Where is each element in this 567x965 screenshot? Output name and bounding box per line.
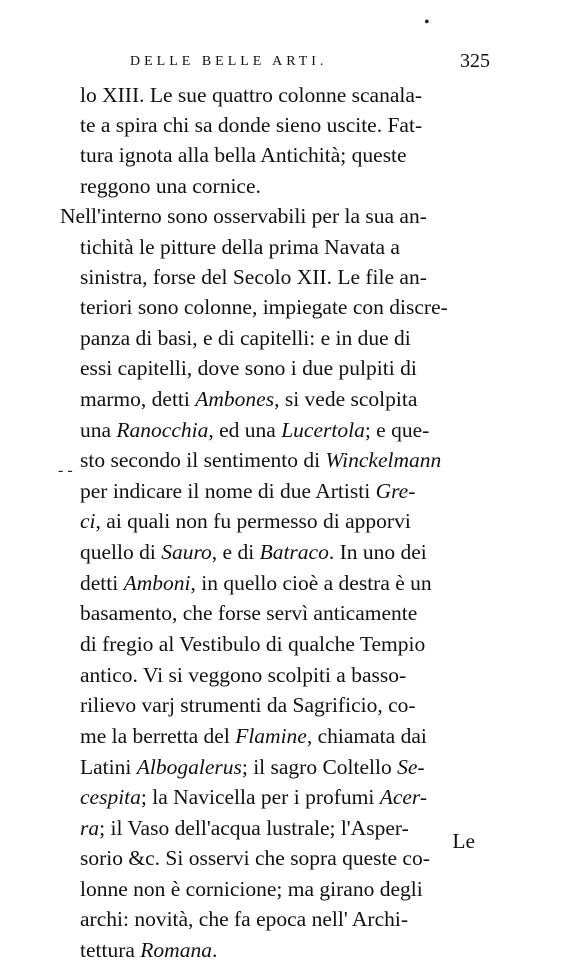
italic-text: Amboni — [123, 571, 191, 595]
text-line — [80, 353, 417, 383]
text-line — [80, 262, 427, 292]
text-run: sto secondo il sentimento di — [80, 448, 326, 472]
text-run: di fregio al Vestibulo di qualche Tempio — [80, 632, 426, 656]
text-run: antico. Vi si veggono scolpiti a basso- — [80, 663, 407, 687]
text-line — [80, 782, 427, 812]
text-line — [80, 660, 406, 690]
italic-text: ci — [80, 509, 96, 533]
margin-mark: - - — [58, 462, 73, 479]
text-run: , chiamata dai — [306, 724, 427, 748]
text-run: ; il Vaso dell'acqua lustrale; l'Asper- — [99, 816, 409, 840]
text-run: basamento, che forse servì anticamente — [80, 601, 418, 625]
italic-text: Romana — [140, 938, 212, 962]
text-run: ; la Navicella per i profumi — [140, 785, 380, 809]
text-line — [80, 537, 427, 567]
italic-text: ra — [80, 816, 100, 840]
text-run: me la berretta del — [80, 724, 236, 748]
text-line — [80, 721, 427, 751]
text-line — [80, 935, 217, 965]
text-line — [60, 201, 427, 231]
text-run: una — [80, 418, 117, 442]
text-line — [80, 813, 409, 843]
text-line — [80, 629, 425, 659]
text-run: detti — [80, 571, 124, 595]
italic-text: Albogalerus — [136, 755, 242, 779]
text-line — [80, 323, 411, 353]
italic-text: Ranocchia — [116, 418, 209, 442]
catchword: Le — [452, 829, 475, 853]
text-line — [80, 110, 422, 140]
text-run: , ed una — [208, 418, 282, 442]
text-line — [80, 752, 425, 782]
text-line — [80, 568, 432, 598]
text-run: . — [211, 938, 218, 962]
text-line — [80, 445, 441, 475]
text-run: , e di — [211, 540, 260, 564]
text-run: ; il sagro Coltello — [241, 755, 398, 779]
text-run: quello di — [80, 540, 162, 564]
text-run: , si vede scolpita — [274, 387, 418, 411]
text-line — [80, 476, 415, 506]
text-run: panza di basi, e di capitelli: e in due di — [80, 326, 411, 350]
text-line — [80, 904, 408, 934]
italic-text: Acer- — [379, 785, 428, 809]
italic-text: Ambones — [195, 387, 275, 411]
text-line — [80, 292, 448, 322]
italic-text: Sauro — [161, 540, 212, 564]
text-run: te a spira chi sa donde sieno uscite. Fat- — [80, 113, 423, 137]
text-run: tettura — [80, 938, 141, 962]
italic-text: Gre- — [375, 479, 416, 503]
italic-text: Winckelmann — [325, 448, 442, 472]
text-run: . In uno dei — [328, 540, 427, 564]
text-run: , ai quali non fu permesso di apporvi — [95, 509, 411, 533]
text-run: Nell'interno sono osservabili per la sua an- — [60, 204, 427, 228]
text-line — [80, 690, 416, 720]
text-line — [80, 384, 417, 414]
text-run: archi: novità, che fa epoca nell' Archi- — [80, 907, 409, 931]
text-line — [80, 171, 261, 201]
text-line — [80, 232, 400, 262]
text-run: tura ignota alla bella Antichità; queste — [80, 143, 407, 167]
text-line — [80, 415, 429, 445]
text-line — [80, 506, 411, 536]
italic-text: Se- — [397, 755, 425, 779]
text-run: , in quello cioè a destra è un — [190, 571, 432, 595]
running-head: DELLE BELLE ARTI. — [130, 54, 328, 69]
text-run: teriori sono colonne, impiegate con discre- — [80, 295, 448, 319]
italic-text: cespita — [80, 785, 141, 809]
text-line — [80, 140, 407, 170]
text-run: essi capitelli, dove sono i due pulpiti di — [80, 356, 417, 380]
text-line — [80, 598, 417, 628]
text-run: reggono una cornice. — [80, 174, 261, 198]
margin-dot: • — [424, 14, 430, 31]
text-run: Latini — [80, 755, 137, 779]
text-line — [80, 843, 430, 873]
text-run: sorio &c. Si osservi che sopra queste co- — [80, 846, 430, 870]
text-line — [80, 80, 422, 110]
text-run: lonne non è cornicione; ma girano degli — [80, 877, 423, 901]
text-run: ; e que- — [364, 418, 430, 442]
italic-text: Batraco — [259, 540, 329, 564]
italic-text: Flamine — [235, 724, 307, 748]
text-run: tichità le pitture della prima Navata a — [80, 235, 400, 259]
page-number: 325 — [460, 50, 490, 72]
text-run: marmo, detti — [80, 387, 196, 411]
text-run: lo XIII. Le sue quattro colonne scanala- — [80, 83, 423, 107]
text-run: per indicare il nome di due Artisti — [80, 479, 376, 503]
italic-text: Lucertola — [281, 418, 365, 442]
page-header — [130, 50, 490, 80]
text-run: sinistra, forse del Secolo XII. Le file an- — [80, 265, 427, 289]
text-run: rilievo varj strumenti da Sagrificio, co- — [80, 693, 416, 717]
